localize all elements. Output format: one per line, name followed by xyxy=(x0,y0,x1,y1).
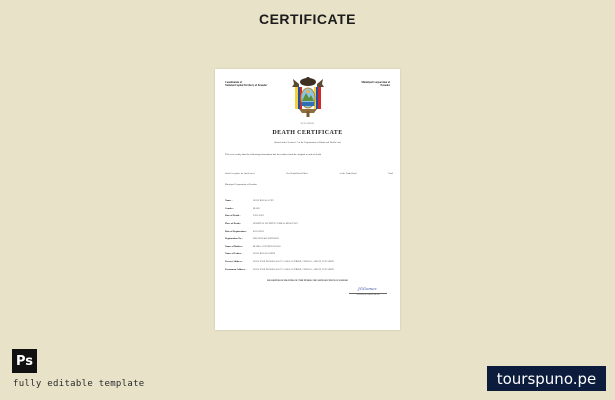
field-value: MALE xyxy=(253,206,260,210)
field-registration-no xyxy=(225,235,395,243)
field-permanent-address xyxy=(225,265,395,273)
photoshop-icon: Ps xyxy=(12,349,37,373)
header-left xyxy=(225,81,283,88)
field-label: Registration No : xyxy=(225,237,243,241)
registration-row xyxy=(225,173,393,175)
field-father xyxy=(225,250,395,258)
signature-title: GENERAL REGISTRAR xyxy=(356,294,380,296)
field-value: 02/12/2022 xyxy=(253,229,264,233)
field-label: Permanent Address : xyxy=(225,267,247,271)
page-title: CERTIFICATE xyxy=(258,11,356,27)
field-label: Place of Death : xyxy=(225,222,242,226)
field-mother xyxy=(225,243,395,251)
header-right-line: Ecuador xyxy=(380,84,390,88)
certificate-fields xyxy=(225,197,395,273)
country-label: ECUADOR xyxy=(300,122,315,125)
field-label: Date of Registration : xyxy=(225,229,247,233)
field-value: MARIA ACEVEDO ROJAS xyxy=(253,244,281,248)
registration-item: which is register for (local area) xyxy=(225,173,255,175)
field-date-of-registration xyxy=(225,227,395,235)
field-name xyxy=(225,197,395,205)
registration-item: Total xyxy=(388,173,393,175)
field-label: Name of Mother : xyxy=(225,244,244,248)
brand-logo: tourspuno.pe xyxy=(487,366,606,391)
field-place-of-death xyxy=(225,220,395,228)
header-right xyxy=(350,81,390,88)
registration-authority: Municipal Corporation of Ecuador xyxy=(225,184,257,186)
registrar-signature: JGGomez xyxy=(358,286,377,291)
header-left-line: Constitución of xyxy=(225,81,242,84)
registration-item: of the Tenth Rural xyxy=(339,173,357,175)
field-value: JUAN ROJAS ACEV xyxy=(253,199,274,203)
field-label: Present Address : xyxy=(225,260,243,264)
registration-item: Tm. North Rural Office xyxy=(286,173,308,175)
field-label: Name : xyxy=(225,199,233,203)
certificate-document xyxy=(215,69,400,330)
field-value: HOSPITAL VICENTE CORRAL MOSCOSO xyxy=(253,222,298,226)
field-label: Gender : xyxy=(225,206,235,210)
field-gender xyxy=(225,205,395,213)
field-value: REG/2022/4471/09226812 xyxy=(253,237,279,241)
field-present-address xyxy=(225,258,395,266)
field-value: JUAN JOSE FLORES 4-35 Y CALLE AGUIRRE, CUENCA, AZUAY, ECUADOR xyxy=(253,260,334,264)
field-label: Name of Father : xyxy=(225,252,243,256)
field-value: JUAN JOSE FLORES 4-35 Y CALLE AGUIRRE, CUENCA, AZUAY, ECUADOR xyxy=(253,267,334,271)
certificate-footer: REGISTER OF DEATHS OF THE PUBLIC HEALTH SECTION ECUADOR xyxy=(267,279,348,282)
field-date-of-death xyxy=(225,212,395,220)
certificate-body-text: This is to certify that the following information has been taken from the original record of death xyxy=(225,153,321,156)
header-left-line: National Capital Territory of Ecuador xyxy=(225,84,268,88)
tagline: fully editable template xyxy=(13,379,145,389)
field-value: 29/11/2022 xyxy=(253,214,264,218)
field-label: Date of Death : xyxy=(225,214,241,218)
coat-of-arms-seal xyxy=(291,75,325,121)
certificate-subtitle: (Issued under Section 17 of the Registration of Births and Deaths Act) xyxy=(273,141,342,144)
header-right-line: Municipal Corporation of xyxy=(361,81,390,84)
certificate-title: DEATH CERTIFICATE xyxy=(272,130,343,136)
field-value: JUAN ROJAS LOPEZ xyxy=(253,252,276,256)
